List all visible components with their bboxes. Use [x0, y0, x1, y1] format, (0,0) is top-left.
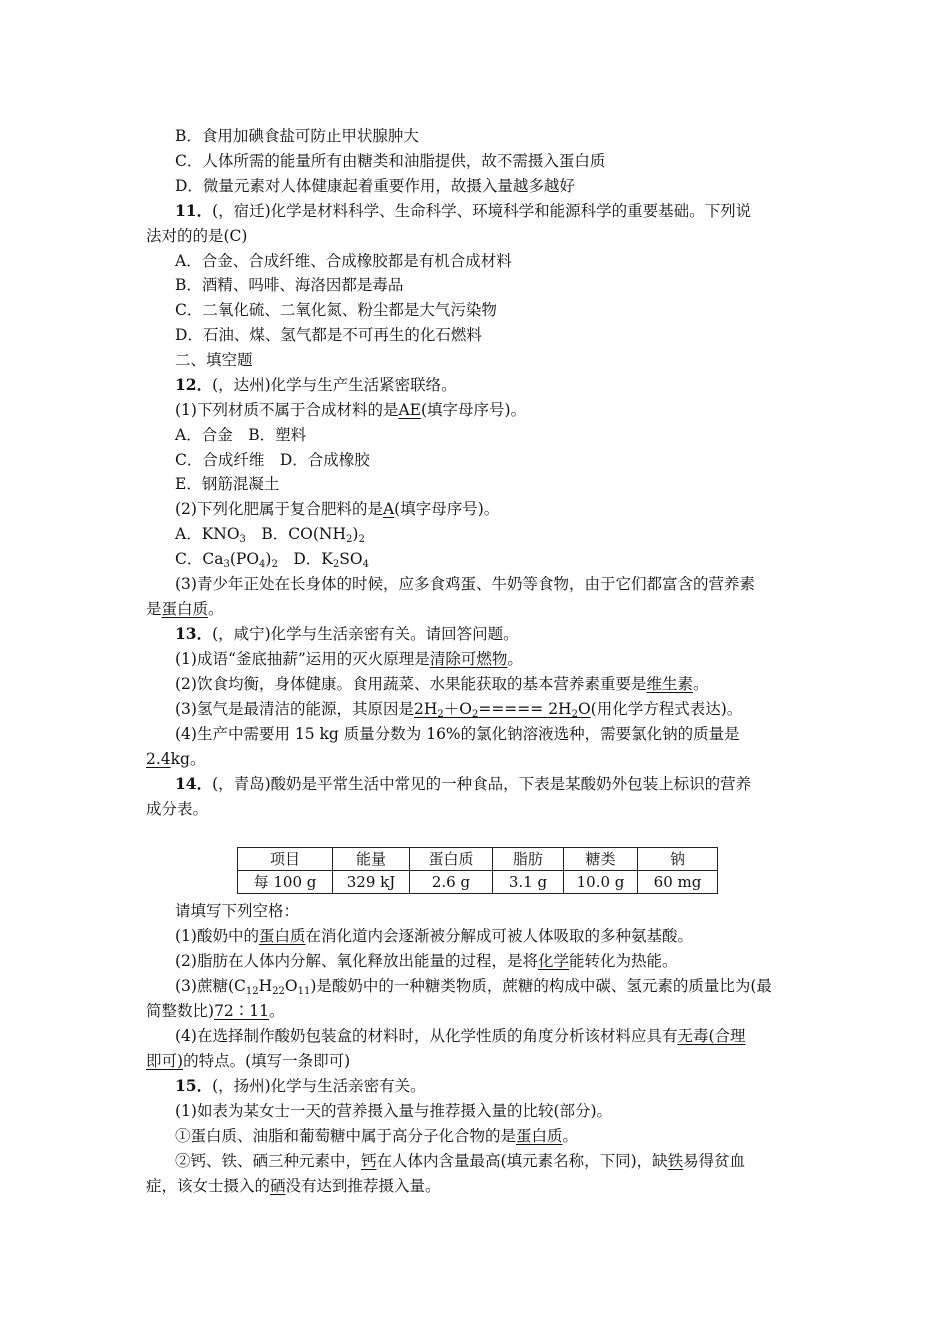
q15-circle1-suffix: 。: [562, 1127, 579, 1145]
formula-part: B．CO(NH: [245, 525, 347, 543]
q13-part3-equation: [414, 700, 591, 718]
q14-part1-text: (1)酸奶中的: [175, 927, 259, 945]
q12-part1-options-3: E．钢筋混凝土: [175, 475, 280, 493]
section-heading: 二、填空题: [175, 351, 253, 369]
q14-part2: [175, 951, 678, 971]
q13-number: 13．: [175, 624, 213, 643]
q13-part3-suffix: (用化学方程式表达)。: [590, 700, 743, 718]
q12-part2-suffix: (填字母序号)。: [394, 500, 500, 518]
q14-part3-answer: 72∶11: [214, 1002, 270, 1020]
q14-part2-suffix: 能转化为热能。: [568, 952, 678, 970]
formula-subscript: 2: [346, 534, 353, 545]
q14-part1: [175, 926, 693, 946]
q11-option-a: A．合金、合成纤维、合成橡胶都是有机合成材料: [175, 252, 512, 270]
q10-option-b: B．食用加碘食盐可防止甲状腺肿大: [175, 127, 419, 145]
q15-circle2-answer: 钙: [361, 1152, 377, 1170]
formula-subscript: 2: [358, 534, 365, 545]
table-cell: 60 mg: [638, 871, 718, 894]
q12-part1-options-2: C．合成纤维 D．合成橡胶: [175, 451, 370, 469]
table-cell: 每 100 g: [238, 871, 333, 894]
q15-stem: [175, 1076, 426, 1096]
q13-part1: [175, 649, 523, 669]
q14-stem-line1: [175, 774, 751, 794]
q12-part3-answer: 蛋白质: [161, 600, 209, 618]
formula-part: O: [284, 977, 298, 995]
equation-subscript: 2: [571, 709, 578, 720]
equation-part: ＋O: [443, 700, 472, 718]
q11-option-d: D．石油、煤、氢气都是不可再生的化石燃料: [175, 326, 482, 344]
q12-stem: [175, 375, 457, 395]
q10-option-c: C．人体所需的能量所有由糖类和油脂提供，故不需摄入蛋白质: [175, 152, 606, 170]
q13-part2-suffix: 。: [692, 675, 709, 693]
table-header-cell: 糖类: [564, 848, 638, 871]
table-header-cell: 钠: [638, 848, 718, 871]
q12-part3-text: 是: [146, 600, 162, 618]
q15-circle2-line2: [146, 1176, 441, 1196]
q14-part2-text: (2)脂肪在人体内分解、氧化释放出能量的过程，是将: [175, 952, 538, 970]
formula-part: H: [258, 977, 273, 995]
q12-part3-line1: (3)青少年正处在长身体的时候，应多食鸡蛋、牛奶等食物，由于它们都富含的营养素: [175, 575, 755, 593]
q10-option-d: D．微量元素对人体健康起着重要作用，故摄入量越多越好: [175, 177, 575, 195]
q13-part4-answer: 2.4: [146, 750, 171, 768]
q14-part4-text: (4)在选择制作酸奶包装盒的材料时，从化学性质的角度分析该材料应具有: [175, 1027, 678, 1045]
equation-part: O: [577, 700, 591, 718]
q14-part3-text: )是酸奶中的一种糖类物质，蔗糖的构成中碳、氢元素的质量比为(最: [310, 977, 772, 995]
q13-part4-line1: (4)生产中需要用 15 kg 质量分数为 16%的氯化钠溶液选种，需要氯化钠的质量是: [175, 725, 740, 743]
formula-subscript: 3: [223, 559, 230, 570]
equation-subscript: 2: [471, 709, 479, 720]
table-cell: 329 kJ: [333, 871, 410, 894]
q15-circle1-answer: 蛋白质: [516, 1127, 563, 1145]
q15-part1: (1)如表为某女士一天的营养摄入量与推荐摄入量的比较(部分)。: [175, 1102, 613, 1120]
q11-stem-text: (，宿迁)化学是材料科学、生命科学、环境科学和能源科学的重要基础。下列说: [212, 202, 752, 220]
q14-part1-answer: 蛋白质: [258, 927, 306, 945]
q13-part1-answer: 清除可燃物: [429, 650, 508, 668]
q15-circle2-text: ②钙、铁、硒三种元素中，: [175, 1152, 362, 1170]
table-cell: 10.0 g: [564, 871, 638, 894]
q15-stem-text: (，扬州)化学与生活亲密有关。: [212, 1077, 426, 1095]
table-header-cell: 项目: [238, 848, 333, 871]
q12-number: 12．: [175, 375, 213, 394]
q12-part1-text: (1)下列材质不属于合成材料的是: [175, 401, 399, 419]
q11-stem-line1: [175, 201, 751, 221]
q14-part4-suffix: 的特点。(填写一条即可): [183, 1052, 351, 1070]
q13-part1-text: (1)成语“釜底抽薪”运用的灭火原理是: [175, 650, 430, 668]
formula-subscript: 22: [272, 986, 285, 997]
formula-subscript: 3: [239, 534, 246, 545]
q15-circle2-answer: 铁: [667, 1152, 684, 1170]
q12-part1-answer: AE: [398, 401, 421, 419]
q12-part3-line2: [146, 599, 224, 619]
q14-stem-line2: 成分表。: [146, 800, 209, 818]
q14-part1-suffix: 在消化道内会逐渐被分解成可被人体吸取的多种氨基酸。: [305, 927, 693, 945]
q13-stem-text: (，咸宁)化学与生活亲密有关。请回答问题。: [212, 625, 519, 643]
equation-subscript: 2: [437, 709, 444, 720]
q15-circle2-suffix: 没有达到推荐摄入量。: [285, 1177, 441, 1195]
formula-subscript: 4: [259, 559, 266, 570]
formula-subscript: 2: [332, 559, 340, 570]
formula-part: (3)蔗糖(C: [175, 977, 246, 995]
q12-part2-answer: A: [382, 500, 395, 518]
q12-part3-suffix: 。: [208, 600, 224, 618]
q13-part2: [175, 674, 709, 694]
q15-circle2-answer: 硒: [270, 1177, 286, 1195]
formula-part: ): [352, 525, 359, 543]
q15-circle2-line1: [175, 1151, 745, 1171]
q15-number: 15．: [175, 1076, 213, 1095]
q14-part3-suffix: 。: [269, 1002, 285, 1020]
q11-option-b: B．酒精、吗啡、海洛因都是毒品: [175, 276, 404, 294]
formula-part: A．KNO: [175, 525, 240, 543]
q14-part2-answer: 化学: [537, 952, 569, 970]
q14-fill-prompt: 请填写下列空格：: [175, 902, 300, 920]
formula-subscript: 2: [271, 559, 278, 570]
equation-part: ===== 2H: [478, 700, 572, 718]
table-cell: 3.1 g: [493, 871, 564, 894]
q12-part1-options-1: A．合金 B．塑料: [175, 426, 307, 444]
q13-part3: [175, 699, 742, 719]
q14-part3-line1: [175, 976, 772, 996]
table-cell: 2.6 g: [410, 871, 493, 894]
q15-circle2-text: 在人体内含量最高(填元素名称，下同)，缺: [376, 1152, 668, 1170]
table-header-cell: 蛋白质: [410, 848, 493, 871]
q13-part3-text: (3)氢气是最清洁的能源，其原因是: [175, 700, 414, 718]
q15-circle1-text: ①蛋白质、油脂和葡萄糖中属于高分子化合物的是: [175, 1127, 517, 1145]
formula-subscript: 12: [245, 986, 259, 997]
formula-part: ): [265, 550, 272, 568]
q13-part4-line2: [146, 749, 205, 769]
q12-stem-text: (，达州)化学与生产生活紧密联络。: [212, 376, 457, 394]
table-row: [238, 871, 718, 894]
q14-part4-line1: [175, 1026, 746, 1046]
q12-part2-options-1: [175, 524, 365, 544]
table-header-cell: 脂肪: [493, 848, 564, 871]
q14-part4-line2: [146, 1051, 350, 1071]
q14-part4-answer: 无毒(合理: [677, 1027, 746, 1045]
formula-part: SO: [339, 550, 363, 568]
formula-part: D．K: [277, 550, 333, 568]
q12-part1: [175, 400, 526, 420]
q14-stem-text: (，青岛)酸奶是平常生活中常见的一种食品，下表是某酸奶外包装上标识的营养: [212, 775, 752, 793]
nutrition-table: [237, 847, 718, 894]
q13-part2-answer: 维生素: [646, 675, 693, 693]
q15-circle2-text: 易得贫血: [683, 1152, 746, 1170]
formula-subscript: 4: [362, 559, 369, 570]
q12-part2: [175, 499, 499, 519]
formula-part: (PO: [229, 550, 260, 568]
equation-part: 2H: [413, 700, 438, 718]
table-header-cell: 能量: [333, 848, 410, 871]
q11-number: 11．: [175, 201, 213, 220]
formula-part: C．Ca: [175, 550, 224, 568]
q14-part4-answer-cont: 即可): [146, 1052, 184, 1070]
q13-stem: [175, 624, 519, 644]
q13-part1-suffix: 。: [507, 650, 523, 668]
q14-part3-text: 简整数比): [146, 1002, 215, 1020]
table-header-row: [238, 848, 718, 871]
q12-part1-suffix: (填字母序号)。: [420, 401, 527, 419]
q13-part2-text: (2)饮食均衡，身体健康。食用蔬菜、水果能获取的基本营养素重要是: [175, 675, 647, 693]
q15-circle2-text: 症，该女士摄入的: [146, 1177, 271, 1195]
q15-circle1: [175, 1126, 578, 1146]
q11-option-c: C．二氧化硫、二氧化氮、粉尘都是大气污染物: [175, 301, 497, 319]
q13-part4-suffix: kg。: [170, 750, 206, 768]
q12-part2-options-2: [175, 549, 369, 569]
q11-stem-line2: 法对的的是(C): [146, 227, 248, 245]
formula-subscript: 11: [297, 986, 311, 997]
q14-part3-line2: [146, 1001, 285, 1021]
q12-part2-text: (2)下列化肥属于复合肥料的是: [175, 500, 383, 518]
q14-number: 14．: [175, 774, 213, 793]
